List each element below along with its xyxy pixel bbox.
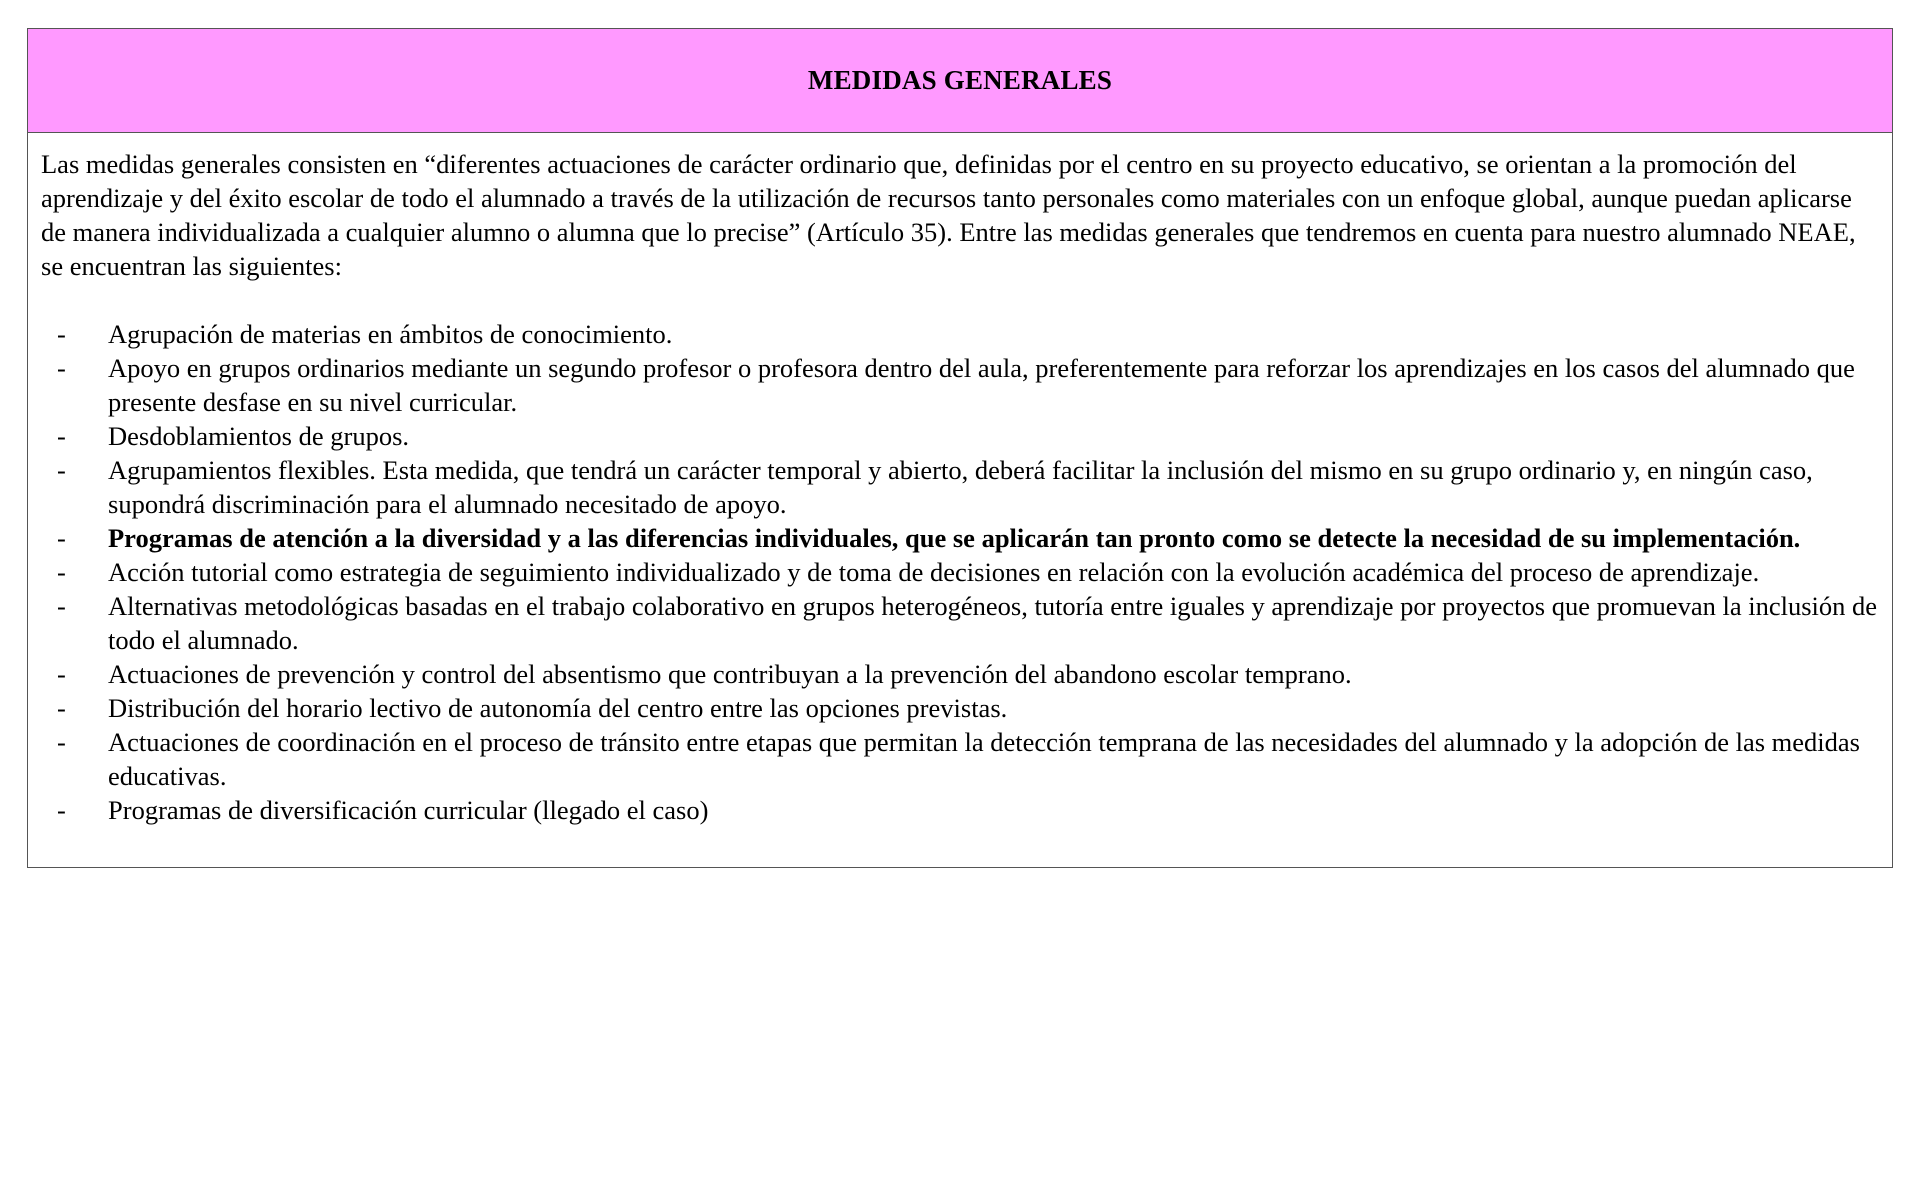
table-header [28,29,1892,133]
list-item [41,317,1878,351]
bullet-dash: - [57,455,66,485]
list-item [41,419,1878,453]
list-item-bold [41,521,1878,555]
bullet-dash: - [57,727,66,757]
bullet-dash: - [57,557,66,587]
bullet-dash: - [57,659,66,689]
bullet-dash: - [57,795,66,825]
list-item [41,725,1878,793]
list-item-text: Agrupamientos flexibles. Esta medida, que tendrá un carácter temporal y abierto, deberá facilitar la inclusión del mismo en su grupo ordinario y, en ningún caso, supondrá discriminación para el alumnado necesitado de apoyo. [108,455,1813,519]
measures-list [41,317,1878,827]
bullet-dash: - [57,523,66,553]
bullet-dash: - [57,421,66,451]
list-item-text: Actuaciones de prevención y control del absentismo que contribuyan a la prevención del abandono escolar temprano. [108,659,1352,689]
list-item-text: Acción tutorial como estrategia de seguimiento individualizado y de toma de decisiones en relación con la evolución académica del proceso de aprendizaje. [108,557,1760,587]
list-item [41,453,1878,521]
bullet-dash: - [57,591,66,621]
list-item-text: Programas de atención a la diversidad y a las diferencias individuales, que se aplicarán tan pronto como se detecte la necesidad de su implementación. [108,523,1801,553]
list-item [41,555,1878,589]
list-item-text: Apoyo en grupos ordinarios mediante un segundo profesor o profesora dentro del aula, preferentemente para reforzar los aprendizajes en los casos del alumnado que presente desfase en su nivel curricular. [108,353,1855,417]
list-item [41,691,1878,725]
list-item-text: Distribución del horario lectivo de autonomía del centro entre las opciones previstas. [108,693,1008,723]
intro-paragraph: Las medidas generales consisten en “diferentes actuaciones de carácter ordinario que, definidas por el centro en su proyecto educativo, se orientan a la promoción del aprendizaje y del éxito escolar de todo el alumnado a través de la utilización de recursos tanto personales como materiales con un enfoque global, aunque puedan aplicarse de manera individualizada a cualquier alumno o alumna que lo precise” (Artículo 35). Entre las medidas generales que tendremos en cuenta para nuestro alumnado NEAE, se encuentran las siguientes: [41,149,1856,281]
list-item [41,589,1878,657]
bullet-dash: - [57,319,66,349]
list-item-text: Programas de diversificación curricular (llegado el caso) [108,795,709,825]
list-item-text: Alternativas metodológicas basadas en el trabajo colaborativo en grupos heterogéneos, tutoría entre iguales y aprendizaje por proyectos que promuevan la inclusión de todo el alumnado. [108,591,1878,655]
list-item-text: Actuaciones de coordinación en el proceso de tránsito entre etapas que permitan la detección temprana de las necesidades del alumnado y la adopción de las medidas educativas. [108,727,1860,791]
list-item-text: Desdoblamientos de grupos. [108,421,410,451]
list-item [41,793,1878,827]
table-body [28,133,1892,867]
measures-table [27,28,1893,868]
list-item-text: Agrupación de materias en ámbitos de conocimiento. [108,319,673,349]
list-item [41,657,1878,691]
bullet-dash: - [57,693,66,723]
table-title: MEDIDAS GENERALES [807,65,1113,95]
bullet-dash: - [57,353,66,383]
list-item [41,351,1878,419]
